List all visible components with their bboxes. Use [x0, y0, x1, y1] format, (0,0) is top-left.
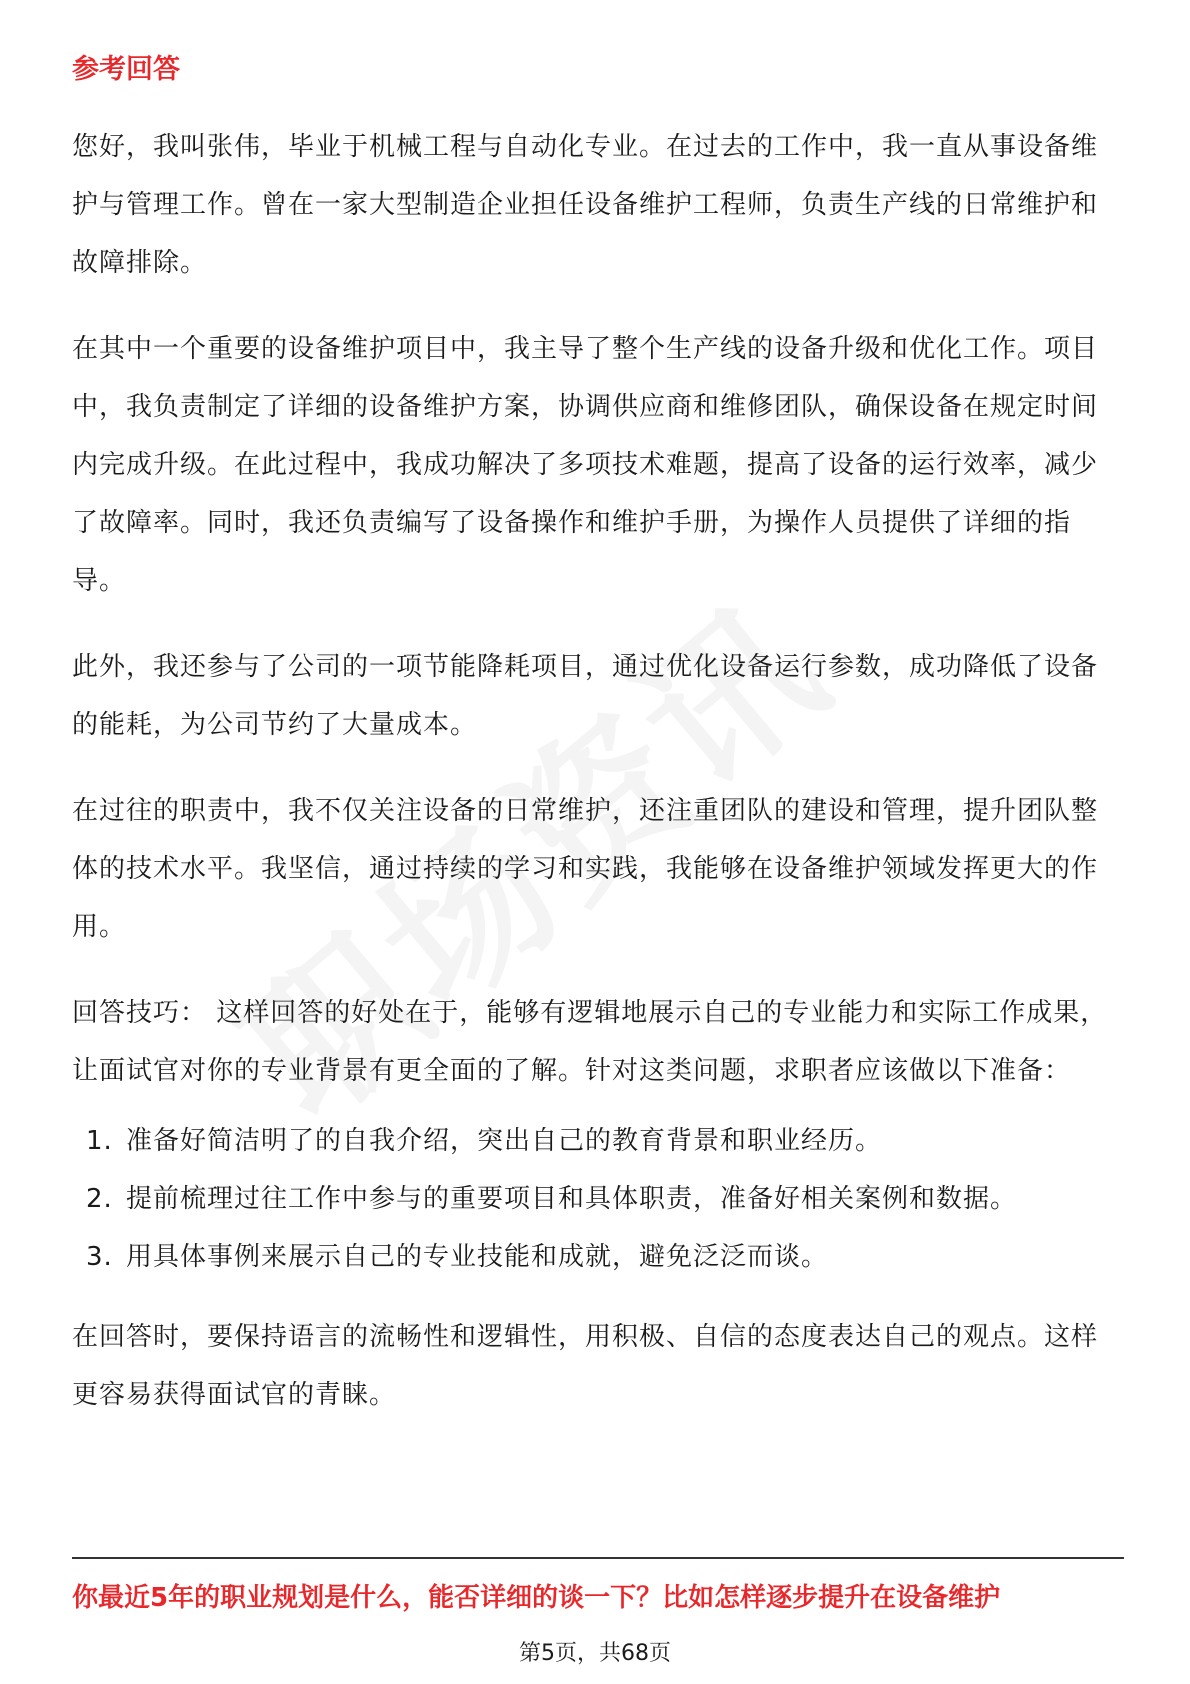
- list-item: [72, 1112, 1122, 1170]
- answer-body: [72, 118, 1122, 1452]
- divider: [72, 1557, 1124, 1559]
- paragraph-energy-saving: 此外，我还参与了公司的一项节能降耗项目，通过优化设备运行参数，成功降低了设备的能耗，为公司节约了大量成本。: [72, 652, 1099, 740]
- paragraph-responsibilities: 在过往的职责中，我不仅关注设备的日常维护，还注重团队的建设和管理，提升团队整体的技术水平。我坚信，通过持续的学习和实践，我能够在设备维护领域发挥更大的作用。: [72, 796, 1099, 942]
- paragraph-intro: 您好，我叫张伟，毕业于机械工程与自动化专业。在过去的工作中，我一直从事设备维护与管理工作。曾在一家大型制造企业担任设备维护工程师，负责生产线的日常维护和故障排除。: [72, 132, 1099, 278]
- list-item-number: 3.: [86, 1242, 113, 1272]
- section-heading: 参考回答: [72, 54, 180, 85]
- list-item-number: 1.: [86, 1126, 113, 1156]
- list-item-text: 准备好简洁明了的自我介绍，突出自己的教育背景和职业经历。: [126, 1126, 883, 1156]
- tips-list: [72, 1112, 1122, 1286]
- list-item-number: 2.: [86, 1184, 113, 1214]
- paragraph-tips-intro: 回答技巧： 这样回答的好处在于，能够有逻辑地展示自己的专业能力和实际工作成果，让面试官对你的专业背景有更全面的了解。针对这类问题，求职者应该做以下准备：: [72, 998, 1108, 1086]
- paragraph-closing: 在回答时，要保持语言的流畅性和逻辑性，用积极、自信的态度表达自己的观点。这样更容易获得面试官的青睐。: [72, 1322, 1099, 1410]
- list-item-text: 用具体事例来展示自己的专业技能和成就，避免泛泛而谈。: [126, 1242, 829, 1272]
- paragraph-project: 在其中一个重要的设备维护项目中，我主导了整个生产线的设备升级和优化工作。项目中，我负责制定了详细的设备维护方案，协调供应商和维修团队，确保设备在规定时间内完成升级。在此过程中，我成功解决了多项技术难题，提高了设备的运行效率，减少了故障率。同时，我还负责编写了设备操作和维护手册，为操作人员提供了详细的指导。: [72, 334, 1099, 596]
- list-item: [72, 1170, 1122, 1228]
- list-item-text: 提前梳理过往工作中参与的重要项目和具体职责，准备好相关案例和数据。: [126, 1184, 1018, 1214]
- next-question-heading: 你最近5年的职业规划是什么，能否详细的谈一下？比如怎样逐步提升在设备维护: [72, 1583, 1001, 1613]
- list-item: [72, 1228, 1122, 1286]
- page-number: 第5页，共68页: [519, 1641, 671, 1666]
